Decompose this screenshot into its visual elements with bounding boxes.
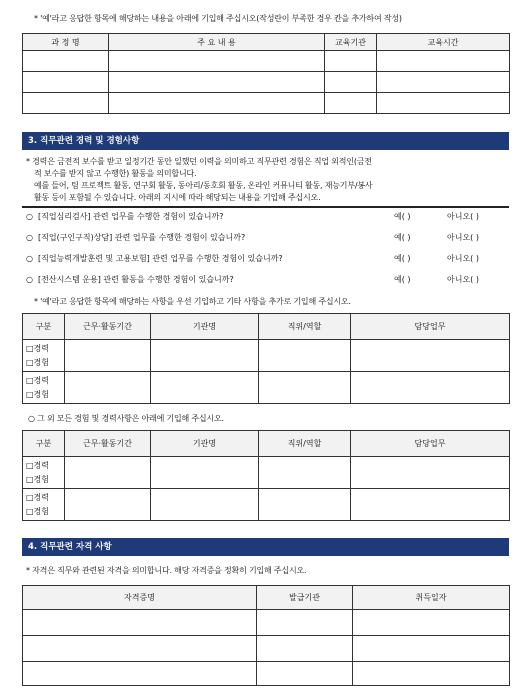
- question-training: [22, 252, 509, 266]
- header-organization: 기관명: [151, 431, 259, 457]
- yes-option[interactable]: 예( ): [394, 275, 411, 284]
- no-option[interactable]: 아니오( ): [447, 233, 479, 242]
- header-hours: 교육시간: [377, 34, 510, 51]
- other-experience-note: ○ 그 외 모든 경험 및 경력사항은 아래에 기입해 주십시오.: [28, 414, 224, 423]
- section3-desc-4: 활동 등이 포함될 수 있습니다. 아래의 지시에 따라 해당되는 내용을 기입해 주십시오.: [34, 193, 321, 202]
- bullet: ○: [26, 233, 33, 242]
- experience-checkbox[interactable]: □경험: [26, 506, 50, 516]
- training-note: * '예'라고 응답한 항목에 해당하는 내용을 아래에 기입해 주십시오(작성란이 부족한 경우 칸을 추가하여 작성): [34, 14, 402, 23]
- header-period: 근무·활동기간: [65, 314, 151, 340]
- bullet: ○: [26, 212, 33, 221]
- section3-desc-2: 적 보수를 받지 않고 수행한) 활동을 의미합니다.: [34, 169, 197, 178]
- experience-checkbox[interactable]: □경험: [26, 389, 50, 399]
- table-row[interactable]: [23, 51, 510, 72]
- experience-note: * '예'라고 응답한 항목에 해당하는 사항을 우선 기입하고 기타 사항을 추가로 기입해 주십시오.: [34, 297, 351, 306]
- experience-table-other: [22, 430, 510, 521]
- experience-checkbox[interactable]: □경험: [26, 357, 50, 367]
- yes-option[interactable]: 예( ): [394, 233, 411, 242]
- table-row: [23, 372, 510, 404]
- career-checkbox[interactable]: □경력: [26, 375, 50, 385]
- header-certificate: 자격증명: [23, 586, 257, 610]
- table-row[interactable]: [23, 93, 510, 114]
- table-row[interactable]: [23, 72, 510, 93]
- table-row[interactable]: [23, 636, 510, 662]
- header-content: 주 요 내 용: [109, 34, 325, 51]
- experience-checkbox[interactable]: □경험: [26, 474, 50, 484]
- header-duties: 담당업무: [351, 314, 510, 340]
- career-checkbox[interactable]: □경력: [26, 460, 50, 470]
- training-table: [22, 33, 510, 114]
- question-counseling: [22, 231, 509, 245]
- bullet: ○: [26, 275, 33, 284]
- no-option[interactable]: 아니오( ): [447, 275, 479, 284]
- header-period: 근무·활동기간: [65, 431, 151, 457]
- header-organization: 기관명: [151, 314, 259, 340]
- yes-option[interactable]: 예( ): [394, 212, 411, 221]
- header-course: 과 정 명: [23, 34, 109, 51]
- question-psych-test: [22, 210, 509, 224]
- header-position: 직위/역할: [259, 314, 351, 340]
- certificate-table: [22, 585, 510, 686]
- question-text: [직업능력개발훈련 및 고용보험] 관련 업무를 수행한 경험이 있습니까?: [38, 254, 283, 263]
- career-checkbox[interactable]: □경력: [26, 492, 50, 502]
- section3-title: 3. 직무관련 경력 및 경험사항: [22, 132, 509, 150]
- section3-desc-1: * 경력은 금전적 보수를 받고 일정기간 동안 일했던 이력을 의미하고 직무관련 경험은 직업 외적인(금전: [26, 157, 372, 166]
- header-duties: 담당업무: [351, 431, 510, 457]
- section3-desc-3: 예를 들어, 팀 프로젝트 활동, 연구회 활동, 동아리/동호회 활동, 온라인 커뮤니티 활동, 재능기부/봉사: [34, 181, 373, 190]
- yes-option[interactable]: 예( ): [394, 254, 411, 263]
- section4-note: * 자격은 직무와 관련된 자격을 의미합니다. 해당 자격증을 정확히 기입해 주십시오.: [26, 566, 307, 575]
- header-category: 구분: [23, 314, 65, 340]
- bullet: ○: [26, 254, 33, 263]
- table-row: [23, 489, 510, 521]
- no-option[interactable]: 아니오( ): [447, 212, 479, 221]
- header-date: 취득일자: [353, 586, 510, 610]
- question-it-system: [22, 273, 509, 287]
- header-issuer: 발급기관: [257, 586, 353, 610]
- question-text: [전산시스템 운용] 관련 활동을 수행한 경험이 있습니까?: [38, 275, 234, 284]
- table-row: [23, 457, 510, 489]
- header-position: 직위/역할: [259, 431, 351, 457]
- career-checkbox[interactable]: □경력: [26, 343, 50, 353]
- header-institution: 교육기관: [325, 34, 377, 51]
- no-option[interactable]: 아니오( ): [447, 254, 479, 263]
- table-row[interactable]: [23, 610, 510, 636]
- header-category: 구분: [23, 431, 65, 457]
- question-text: [직업(구인구직)상담] 관련 업무를 수행한 경험이 있습니까?: [38, 233, 246, 242]
- table-row: [23, 340, 510, 372]
- section4-title: 4. 직무관련 자격 사항: [22, 538, 509, 556]
- experience-table-yes: [22, 313, 510, 404]
- table-row[interactable]: [23, 662, 510, 686]
- question-text: [직업심리검사] 관련 업무를 수행한 경험이 있습니까?: [38, 212, 224, 221]
